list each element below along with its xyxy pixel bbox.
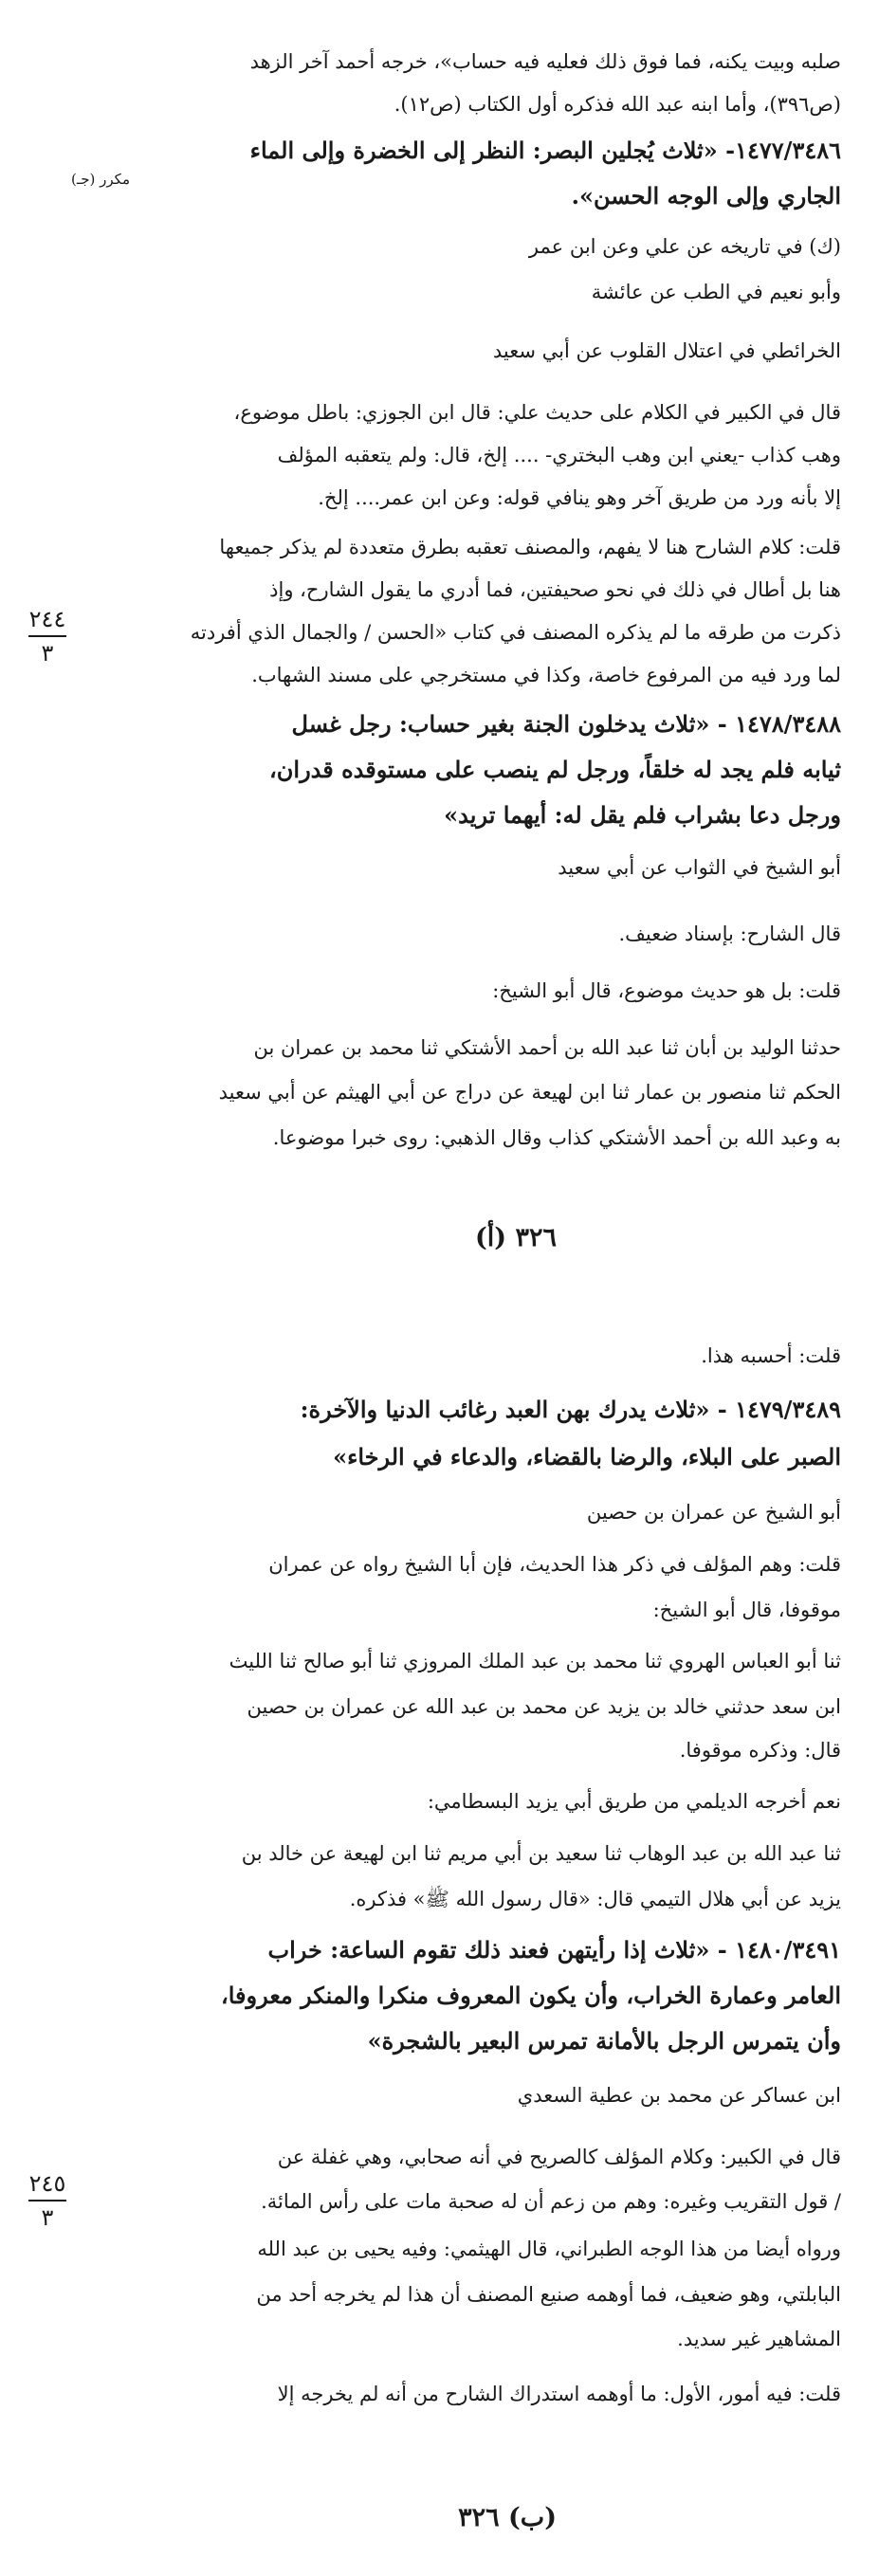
margin-divider — [28, 635, 66, 637]
text-line: هنا بل أطال في ذلك في نحو صحيفتين، فما أدري ما يقول الشارح، وإذ — [269, 578, 841, 601]
text-line: قلت: فيه أمور، الأول: ما أوهمه استدراك الشارح من أنه لم يخرجه إلا — [277, 2383, 841, 2405]
text-line: قلت: بل هو حديث موضوع، قال أبو الشيخ: — [492, 979, 841, 1002]
text-line: ١٤٧٨/٣٤٨٨ - «ثلاث يدخلون الجنة بغير حساب: رجل غسل — [291, 710, 841, 738]
text-line: قال في الكبير في الكلام على حديث علي: قال ابن الجوزي: باطل موضوع، — [233, 401, 841, 424]
page-number: (ب) ٣٢٦ — [458, 2503, 557, 2532]
text-line: ابن سعد حدثني خالد بن يزيد عن محمد بن عبد الله عن عمران بن حصين — [247, 1695, 841, 1718]
text-line: ورواه أيضا من هذا الوجه الطبراني، قال الهيثمي: وفيه يحيى بن عبد الله — [257, 2238, 841, 2260]
text-line: ورجل دعا بشراب فلم يقل له: أيهما تريد» — [444, 801, 841, 829]
text-line: صلبه وبيت يكنه، فما فوق ذلك فعليه فيه حساب»، خرجه أحمد آخر الزهد — [249, 50, 841, 73]
text-line: قال: وذكره موقوفا. — [679, 1739, 841, 1762]
margin-page-ref — [9, 2171, 85, 2231]
page-number: ٣٢٦ (أ) — [475, 1223, 557, 1252]
text-line: البابلتي، وهو ضعيف، فما أوهمه صنيع المصنف أن هذا لم يخرجه أحد من — [256, 2283, 841, 2306]
text-line: قلت: أحسبه هذا. — [701, 1344, 841, 1367]
text-line: العامر وعمارة الخراب، وأن يكون المعروف منكرا والمنكر معروفا، — [220, 1982, 841, 2009]
margin-page-ref-top: ٢٤٤ — [28, 606, 66, 632]
text-line: موقوفا، قال أبو الشيخ: — [652, 1599, 841, 1621]
text-line: (ك) في تاريخه عن علي وعن ابن عمر — [528, 235, 841, 258]
text-line: ابن عساكر عن محمد بن عطية السعدي — [517, 2084, 841, 2107]
text-line: إلا بأنه ورد من طريق آخر وهو ينافي قوله: وعن ابن عمر.... إلخ. — [318, 486, 841, 509]
text-line: يزيد عن أبي هلال التيمي قال: «قال رسول الله ﷺ» فذكره. — [349, 1888, 841, 1910]
margin-page-ref-bottom: ٣ — [41, 2204, 54, 2232]
text-line: الجاري وإلى الوجه الحسن». — [571, 182, 841, 210]
text-line: أبو الشيخ عن عمران بن حصين — [586, 1501, 841, 1524]
text-line: (ص٣٩٦)، وأما ابنه عبد الله فذكره أول الكتاب (ص١٢). — [394, 93, 841, 116]
text-line: / قول التقريب وغيره: وهم من زعم أن له صحبة مات على رأس المائة. — [261, 2190, 841, 2213]
text-line: ثنا أبو العباس الهروي ثنا محمد بن عبد الملك المروزي ثنا أبو صالح ثنا الليث — [229, 1650, 841, 1672]
text-line: الصبر على البلاء، والرضا بالقضاء، والدعاء في الرخاء» — [333, 1443, 841, 1471]
text-line: ذكرت من طرقه ما لم يذكره المصنف في كتاب «الحسن / والجمال الذي أفردته — [190, 621, 841, 644]
repeat-tag: مكرر (جـ) — [71, 171, 130, 188]
text-line: ١٤٧٧/٣٤٨٦- «ثلاث يُجلين البصر: النظر إلى الخضرة وإلى الماء — [249, 137, 841, 164]
text-line: وهب كذاب -يعني ابن وهب البختري- .... إلخ، قال: ولم يتعقبه المؤلف — [277, 444, 841, 466]
text-line: الحكم ثنا منصور بن عمار ثنا ابن لهيعة عن دراج عن أبي الهيثم عن أبي سعيد — [218, 1081, 841, 1104]
margin-page-ref-bottom: ٣ — [41, 640, 54, 667]
text-line: قال الشارح: بإسناد ضعيف. — [618, 923, 841, 945]
text-line: به وعبد الله بن أحمد الأشتكي كذاب وقال الذهبي: روى خبرا موضوعا. — [272, 1126, 841, 1149]
text-line: نعم أخرجه الديلمي من طريق أبي يزيد البسطامي: — [427, 1790, 841, 1813]
text-line: وأبو نعيم في الطب عن عائشة — [591, 281, 841, 303]
margin-divider — [28, 2200, 66, 2201]
text-line: المشاهير غير سديد. — [677, 2328, 841, 2350]
text-line: قال في الكبير: وكلام المؤلف كالصريح في أنه صحابي، وهي غفلة عن — [277, 2146, 841, 2168]
text-line: حدثنا الوليد بن أبان ثنا عبد الله بن أحمد الأشتكي ثنا محمد بن عمران بن — [253, 1036, 841, 1059]
text-line: ثيابه فلم يجد له خلقاً، ورجل لم ينصب على مستوقده قدران، — [269, 756, 841, 783]
margin-page-ref — [9, 607, 85, 667]
text-line: ثنا عبد الله بن عبد الوهاب ثنا سعيد بن أبي مريم ثنا ابن لهيعة عن خالد بن — [241, 1842, 841, 1865]
text-line: وأن يتمرس الرجل بالأمانة تمرس البعير بالشجرة» — [367, 2027, 841, 2055]
margin-page-ref-top: ٢٤٥ — [28, 2170, 66, 2197]
text-line: قلت: وهم المؤلف في ذكر هذا الحديث، فإن أبا الشيخ رواه عن عمران — [268, 1553, 841, 1576]
text-line: ١٤٧٩/٣٤٨٩ - «ثلاث يدرك بهن العبد رغائب الدنيا والآخرة: — [300, 1396, 841, 1423]
text-line: أبو الشيخ في الثواب عن أبي سعيد — [558, 856, 841, 879]
text-line: قلت: كلام الشارح هنا لا يفهم، والمصنف تعقبه بطرق متعددة لم يذكر جميعها — [219, 536, 841, 558]
text-line: ١٤٨٠/٣٤٩١ - «ثلاث إذا رأيتهن فعند ذلك تقوم الساعة: خراب — [267, 1936, 841, 1964]
text-line: لما ورد فيه من المرفوع خاصة، وكذا في مستخرجي على مسند الشهاب. — [251, 664, 841, 686]
text-line: الخرائطي في اعتلال القلوب عن أبي سعيد — [492, 339, 841, 362]
